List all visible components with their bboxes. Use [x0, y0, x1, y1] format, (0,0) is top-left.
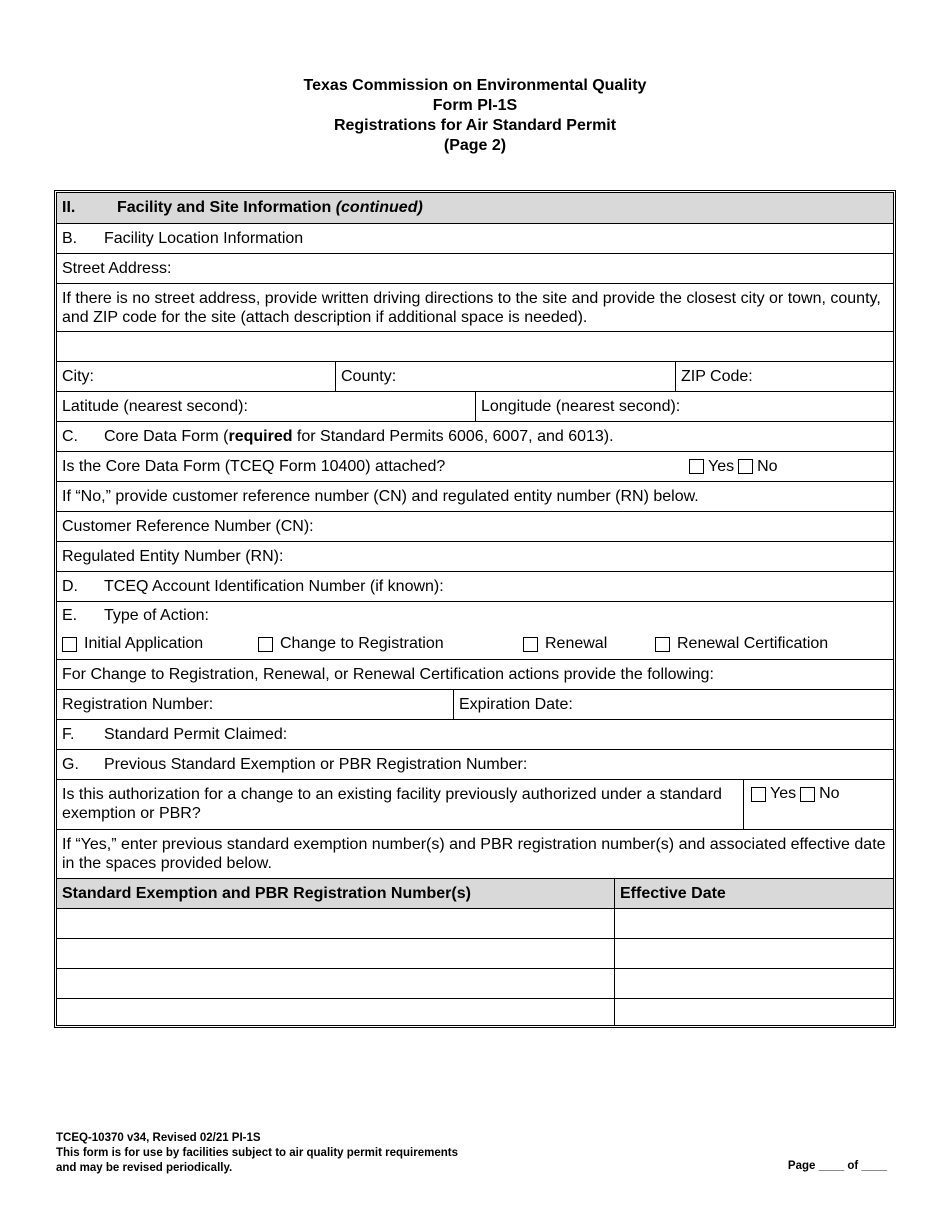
facility-site-form	[54, 190, 896, 1028]
table-row	[57, 999, 893, 1025]
form-title: Registrations for Air Standard Permit	[333, 117, 617, 134]
longitude-field[interactable]	[476, 392, 893, 421]
section-suffix: (continued)	[335, 199, 423, 216]
lat-long-row	[57, 392, 893, 422]
expiration-date-field[interactable]	[454, 690, 893, 719]
effective-date-input[interactable]	[615, 999, 893, 1025]
form-footer	[56, 1131, 458, 1176]
option-change-to-registration[interactable]	[253, 630, 523, 658]
exemption-number-input[interactable]	[57, 939, 614, 968]
exemption-number-input[interactable]	[57, 909, 614, 938]
d-letter: D.	[62, 577, 78, 595]
document-header	[0, 76, 950, 156]
registration-number-field[interactable]	[57, 690, 453, 719]
county-label: County:	[341, 367, 397, 385]
e-letter: E.	[62, 607, 78, 624]
c-letter: C.	[62, 427, 78, 445]
option-renewal[interactable]	[518, 630, 658, 658]
effective-date-column-header: Effective Date	[620, 884, 726, 902]
if-no-instruction: If “No,” provide customer reference number (CN) and regulated entity number (RN) below.	[62, 487, 699, 505]
change-to-registration-checkbox[interactable]	[258, 637, 273, 652]
cn-field[interactable]	[57, 512, 893, 542]
authorization-yes-checkbox[interactable]	[751, 787, 766, 802]
registration-number-label: Registration Number:	[62, 695, 214, 713]
city-label: City:	[62, 367, 94, 385]
table-row	[57, 939, 893, 969]
renewal-checkbox[interactable]	[523, 637, 538, 652]
directions-note: If there is no street address, provide written driving directions to the site and provide the closest city or town, county, and ZIP code for the site (attach description if additional space is needed).	[62, 290, 881, 326]
b-title: Facility Location Information	[104, 229, 304, 247]
core-data-question-row	[57, 452, 893, 482]
option-initial-application[interactable]	[57, 630, 257, 658]
change-to-registration-label: Change to Registration	[280, 635, 444, 652]
core-data-no-checkbox[interactable]	[738, 459, 753, 474]
initial-application-checkbox[interactable]	[62, 637, 77, 652]
footer-revision-note: and may be revised periodically.	[56, 1162, 233, 1174]
f-letter: F.	[62, 725, 75, 743]
renewal-certification-label: Renewal Certification	[677, 635, 829, 652]
zip-label: ZIP Code:	[681, 367, 753, 385]
if-no-row	[57, 482, 893, 512]
d-text: TCEQ Account Identification Number (if known):	[104, 577, 444, 595]
table-row	[57, 909, 893, 939]
directions-input[interactable]	[57, 332, 893, 362]
city-field[interactable]	[57, 362, 335, 391]
effective-date-input[interactable]	[615, 939, 893, 968]
renewal-certification-checkbox[interactable]	[655, 637, 670, 652]
if-yes-instruction: If “Yes,” enter previous standard exemption number(s) and PBR registration number(s) and associated effective date in the spaces provided below.	[62, 836, 886, 872]
c-text-bold: required	[228, 427, 293, 445]
initial-application-label: Initial Application	[84, 635, 204, 652]
rn-field[interactable]	[57, 542, 893, 572]
e-text: Type of Action:	[104, 607, 209, 624]
effective-date-input[interactable]	[615, 909, 893, 938]
expiration-date-label: Expiration Date:	[459, 695, 573, 713]
footer-usage-note: This form is for use by facilities subject to air quality permit requirements	[56, 1147, 458, 1159]
g-text: Previous Standard Exemption or PBR Registration Number:	[104, 755, 528, 773]
exemption-number-column-header: Standard Exemption and PBR Registration Number(s)	[62, 884, 471, 902]
g-letter: G.	[62, 755, 79, 773]
page-indicator: (Page 2)	[443, 137, 507, 154]
page-number-field: Page ____ of ____	[787, 1160, 887, 1172]
exemption-table-header	[57, 879, 893, 909]
directions-note-row	[57, 284, 893, 332]
county-field[interactable]	[336, 362, 675, 391]
core-data-yes-checkbox[interactable]	[689, 459, 704, 474]
if-yes-row	[57, 830, 893, 879]
authorization-no-label: No	[819, 785, 840, 802]
core-data-yes-label: Yes	[708, 457, 735, 475]
rn-label: Regulated Entity Number (RN):	[62, 547, 284, 565]
effective-date-input[interactable]	[615, 969, 893, 998]
exemption-number-input[interactable]	[57, 969, 614, 998]
account-id-field[interactable]	[57, 572, 893, 602]
authorization-no-checkbox[interactable]	[800, 787, 815, 802]
city-county-zip-row	[57, 362, 893, 392]
c-text-post: for Standard Permits 6006, 6007, and 6013).	[292, 427, 614, 445]
core-data-question: Is the Core Data Form (TCEQ Form 10400) attached?	[62, 457, 446, 475]
longitude-label: Longitude (nearest second):	[481, 397, 681, 415]
renewal-instruction: For Change to Registration, Renewal, or Renewal Certification actions provide the following:	[62, 665, 714, 683]
standard-permit-claimed-field[interactable]	[57, 720, 893, 750]
footer-form-id: TCEQ-10370 v34, Revised 02/21 PI-1S	[56, 1132, 261, 1144]
latitude-label: Latitude (nearest second):	[62, 397, 248, 415]
f-text: Standard Permit Claimed:	[104, 725, 288, 743]
previous-exemption-field[interactable]	[57, 750, 893, 780]
exemption-number-input[interactable]	[57, 999, 614, 1025]
authorization-yes-label: Yes	[770, 785, 797, 802]
core-data-no-label: No	[757, 457, 778, 475]
renewal-instruction-row	[57, 660, 893, 690]
b-letter: B.	[62, 229, 78, 247]
registration-expiration-row	[57, 690, 893, 720]
cn-label: Customer Reference Number (CN):	[62, 517, 314, 535]
section-header	[57, 193, 893, 224]
authorization-question-row	[57, 780, 893, 830]
form-number: Form PI-1S	[432, 97, 518, 114]
table-row	[57, 969, 893, 999]
latitude-field[interactable]	[57, 392, 475, 421]
agency-name: Texas Commission on Environmental Quality	[303, 77, 647, 94]
section-number: II.	[62, 199, 76, 216]
street-address-label: Street Address:	[62, 259, 172, 277]
c-text-pre: Core Data Form (	[104, 427, 229, 445]
renewal-label: Renewal	[545, 635, 608, 652]
zip-field[interactable]	[676, 362, 893, 391]
row-b-heading	[57, 224, 893, 254]
row-c-heading	[57, 422, 893, 452]
type-of-action-row	[57, 602, 893, 660]
authorization-question: Is this authorization for a change to an existing facility previously authorized under a standard exemption or PBR?	[62, 786, 722, 822]
section-title: Facility and Site Information	[117, 199, 332, 216]
street-address-field[interactable]	[57, 254, 893, 284]
option-renewal-certification[interactable]	[650, 630, 890, 658]
